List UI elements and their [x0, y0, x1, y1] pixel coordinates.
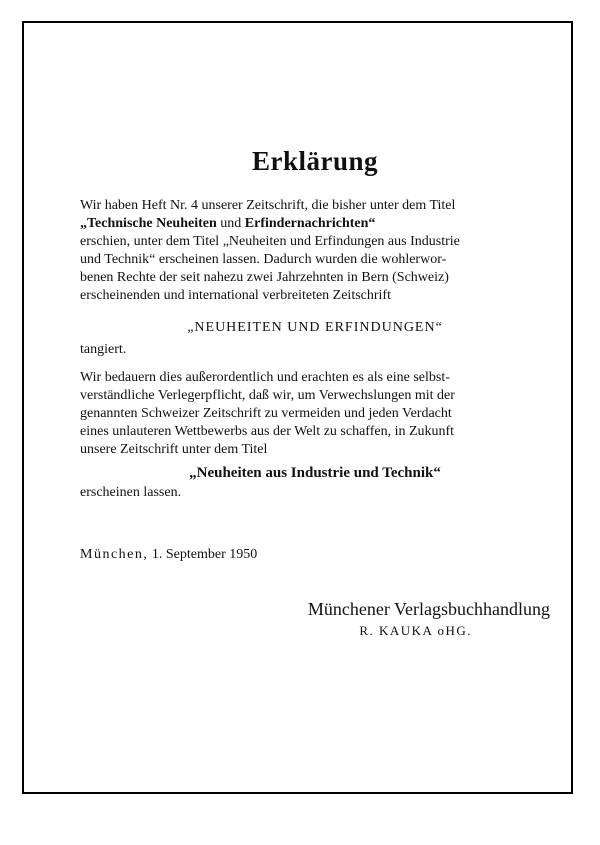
date-line [80, 546, 550, 564]
paragraph-2-line-3: genannten Schweizer Zeitschrift zu vermeiden und jeden Verdacht [80, 406, 452, 421]
paragraph-2-line-5: unsere Zeitschrift unter dem Titel [80, 442, 268, 457]
paragraph-1-line-6: erscheinenden und international verbreiteten Zeitschrift [80, 288, 391, 303]
publisher-name: Münchener Verlagsbuchhandlung [307, 599, 550, 619]
publisher-firm: R. KAUKA oHG. [359, 623, 472, 638]
paragraph-1-line-2 [80, 215, 550, 233]
old-title-part-2: Erfindernachrichten“ [244, 216, 376, 231]
paragraph-1-line-7: tangiert. [80, 342, 127, 357]
old-title-part-1: „Technische Neuheiten [80, 216, 217, 231]
declaration-document [80, 145, 550, 640]
paragraph-2 [80, 369, 550, 502]
paragraph-1-line-5: benen Rechte der seit nahezu zwei Jahrzehnten in Bern (Schweiz) [80, 270, 449, 285]
paragraph-2-line-4: eines unlauteren Wettbewerbs aus der Welt zu schaffen, in Zukunft [80, 424, 455, 439]
paragraph-1-line-4: und Technik“ erscheinen lassen. Dadurch wurden die wohlerwor- [80, 252, 447, 267]
paragraph-2-line-2: verständliche Verlegerpflicht, daß wir, um Verwechslungen mit der [80, 388, 455, 403]
old-title-connector: und [216, 216, 245, 231]
date-value: 1. September 1950 [148, 547, 258, 562]
new-magazine-title: „Neuheiten aus Industrie und Technik“ [189, 465, 441, 481]
signature-block [80, 598, 550, 640]
paragraph-1-line-1: Wir haben Heft Nr. 4 unserer Zeitschrift, die bisher unter dem Titel [80, 198, 456, 213]
paragraph-2-line-6: erscheinen lassen. [80, 485, 182, 500]
paragraph-1-line-3: erschien, unter dem Titel „Neuheiten und Erfindungen aus Industrie [80, 234, 460, 249]
paragraph-1 [80, 197, 550, 359]
date-city: München, [80, 547, 149, 562]
document-border [22, 21, 573, 794]
swiss-magazine-title: „NEUHEITEN UND ERFINDUNGEN“ [187, 320, 443, 335]
paragraph-2-line-1: Wir bedauern dies außerordentlich und erachten es als eine selbst- [80, 370, 450, 385]
document-title: Erklärung [251, 146, 379, 176]
